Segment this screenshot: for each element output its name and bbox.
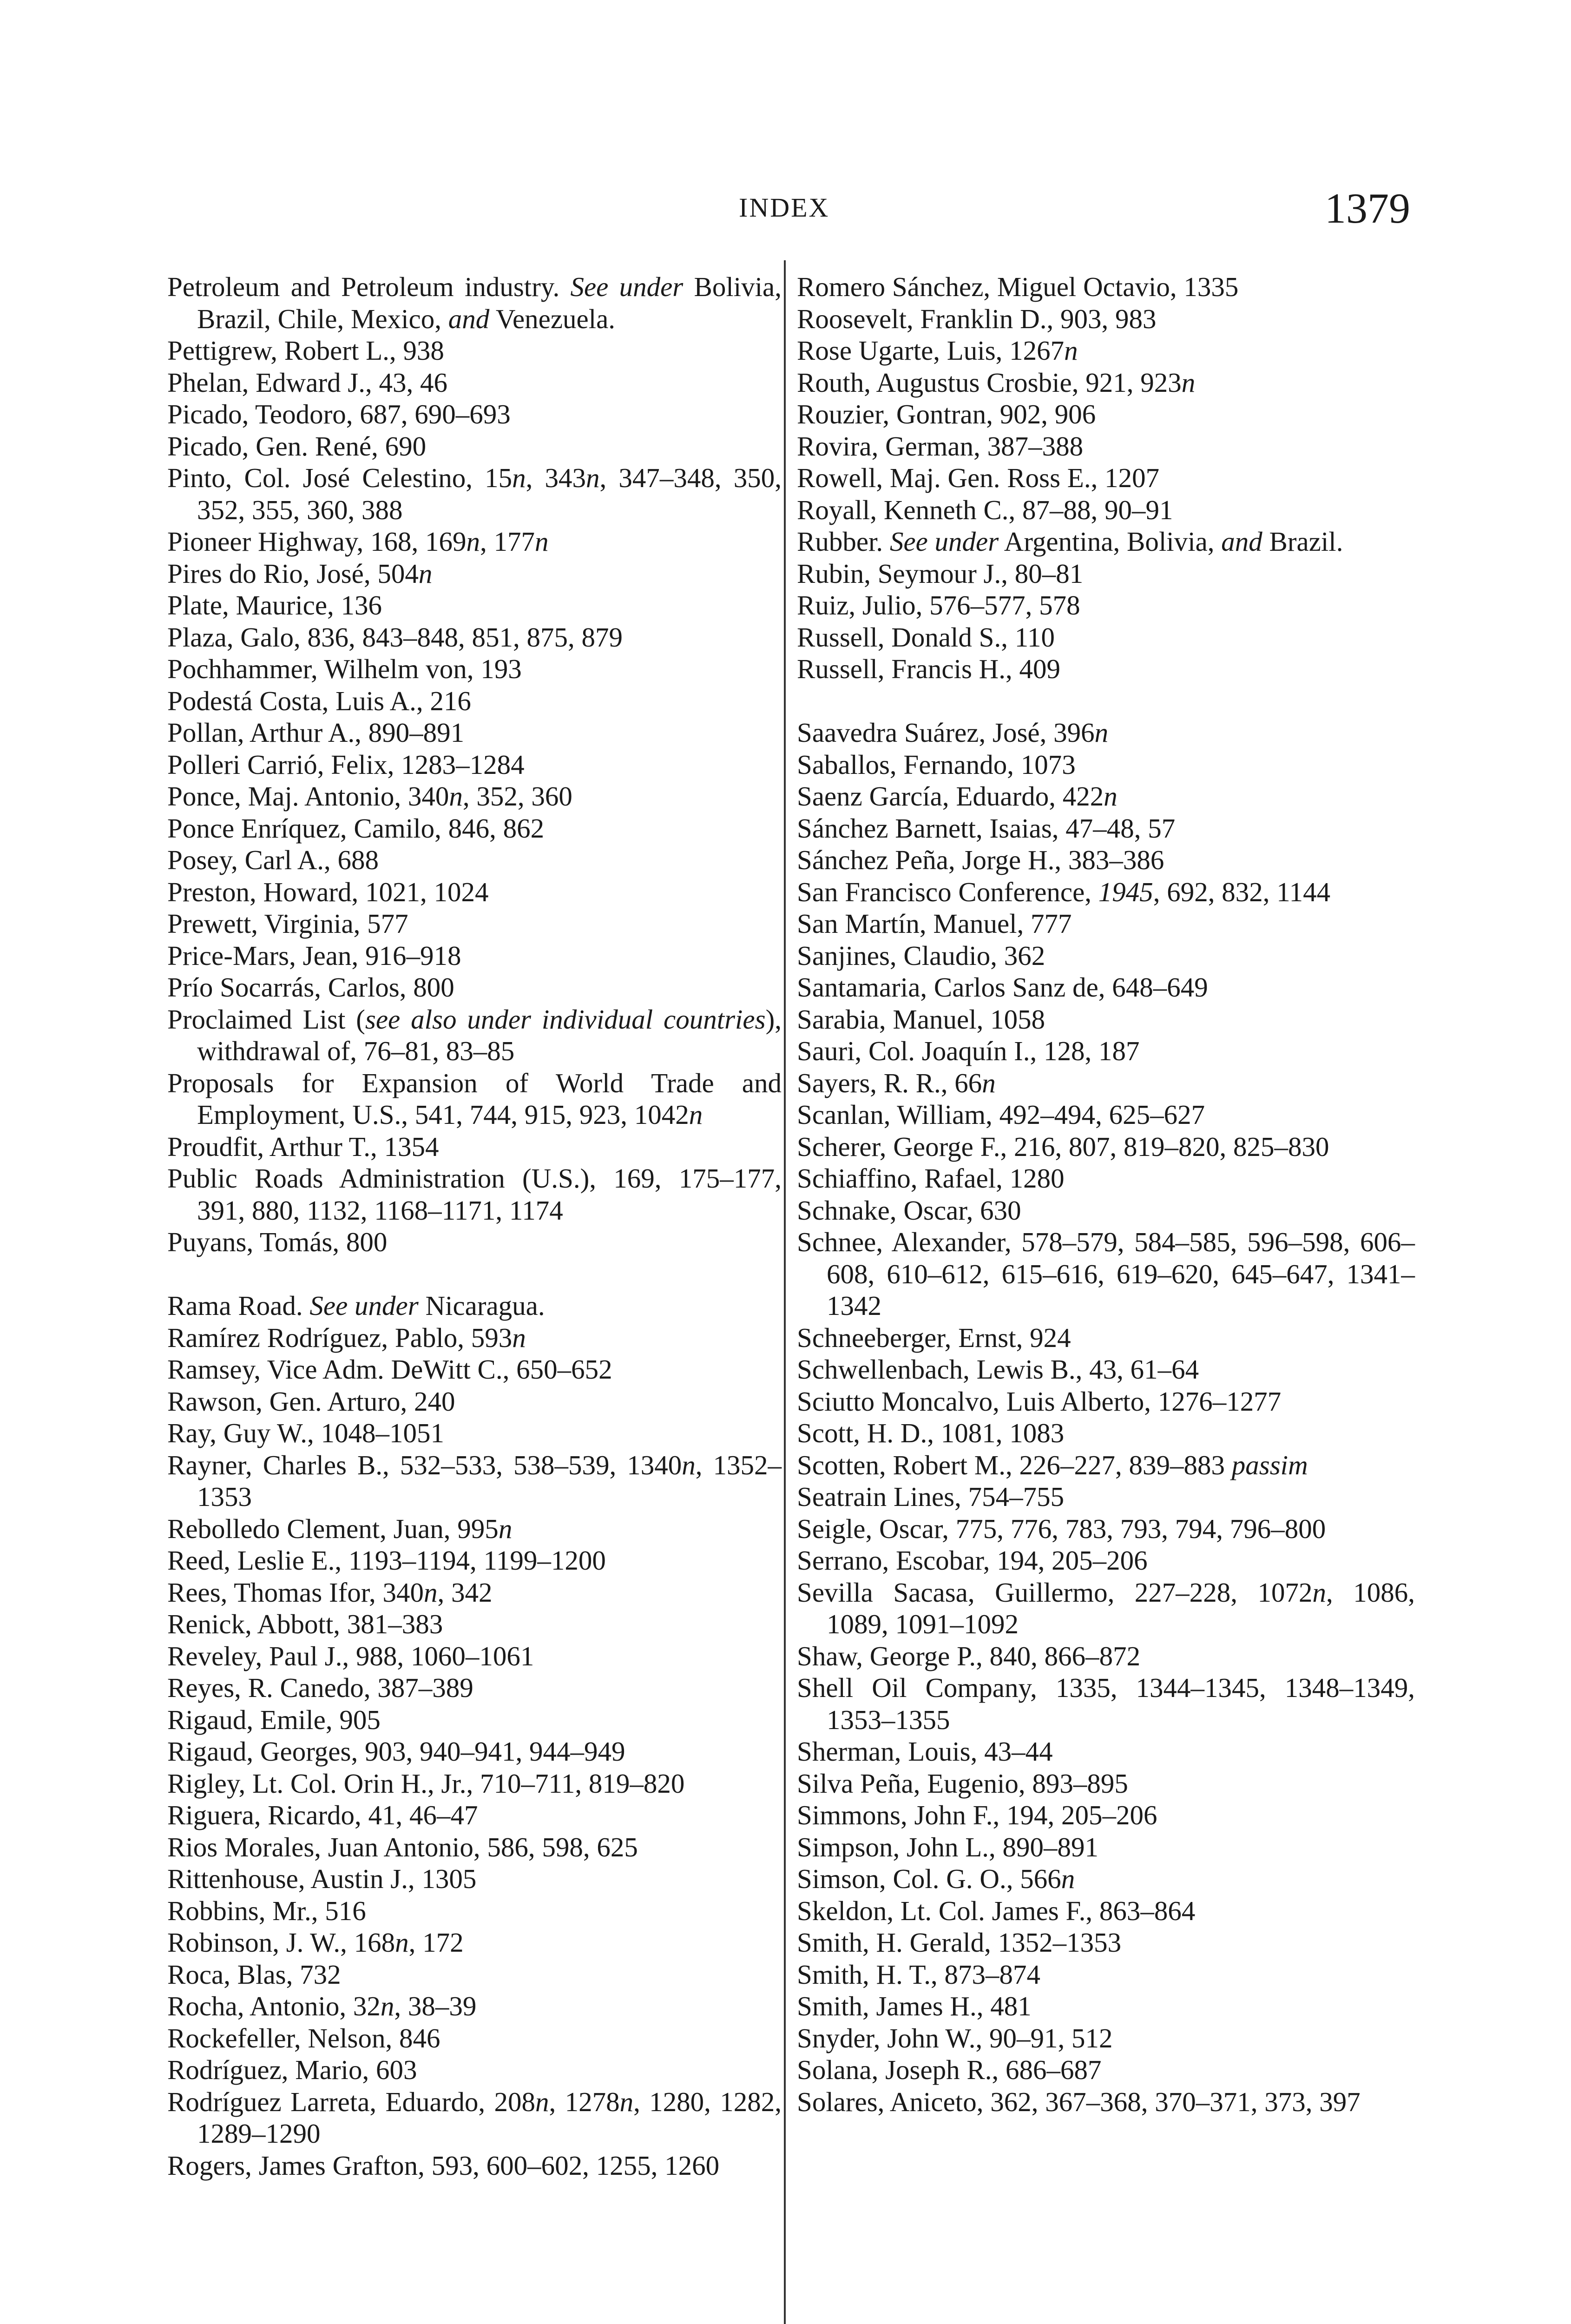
index-entry: Serrano, Escobar, 194, 205–206 [797, 1545, 1148, 1576]
index-entry: Russell, Francis H., 409 [797, 654, 1061, 684]
index-entry: Rowell, Maj. Gen. Ross E., 1207 [797, 462, 1160, 493]
index-entry: Rovira, German, 387–388 [797, 430, 1084, 462]
index-entry: Schneeberger, Ernst, 924 [797, 1322, 1071, 1353]
index-entry: Pettigrew, Robert L., 938 [167, 335, 444, 366]
index-entry: Ramsey, Vice Adm. DeWitt C., 650–652 [167, 1354, 612, 1385]
index-entry: Rose Ugarte, Luis, 1267n [797, 335, 1078, 366]
index-entry: Sherman, Louis, 43–44 [797, 1736, 1053, 1767]
index-entry: Rocha, Antonio, 32n, 38–39 [167, 1991, 477, 2021]
index-entry: Rios Morales, Juan Antonio, 586, 598, 625 [167, 1831, 638, 1862]
index-entry: Polleri Carrió, Felix, 1283–1284 [167, 749, 525, 780]
index-entry: San Martín, Manuel, 777 [797, 908, 1072, 939]
index-entry: Seigle, Oscar, 775, 776, 783, 793, 794, 796–800 [797, 1513, 1326, 1544]
index-entry: Riguera, Ricardo, 41, 46–47 [167, 1800, 478, 1830]
page-number: 1379 [1325, 185, 1410, 232]
index-entry: Smith, H. Gerald, 1352–1353 [797, 1927, 1122, 1958]
index-entry: Routh, Augustus Crosbie, 921, 923n [797, 367, 1196, 398]
index-entry: Sevilla Sacasa, Guillermo, 227–228, 1072n, 1086, 1089, 1091–1092 [797, 1577, 1415, 1639]
index-entry: Sauri, Col. Joaquín I., 128, 187 [797, 1036, 1140, 1066]
index-entry: Scherer, George F., 216, 807, 819–820, 825–830 [797, 1131, 1329, 1162]
index-entry: Reveley, Paul J., 988, 1060–1061 [167, 1640, 534, 1671]
index-entry: Pochhammer, Wilhelm von, 193 [167, 654, 522, 684]
index-entry: Proclaimed List (see also under individual countries), withdrawal of, 76–81, 83–85 [167, 1004, 782, 1066]
index-entry: Picado, Teodoro, 687, 690–693 [167, 399, 511, 429]
running-head [0, 184, 1571, 235]
index-entry: Rubber. See under Argentina, Bolivia, and Brazil. [797, 526, 1343, 557]
index-entry: Proposals for Expansion of World Trade and Employment, U.S., 541, 744, 915, 923, 1042n [167, 1067, 782, 1130]
index-entry: Podestá Costa, Luis A., 216 [167, 685, 471, 716]
index-entry: Schnee, Alexander, 578–579, 584–585, 596–598, 606–608, 610–612, 615–616, 619–620, 645–647, 1341–1342 [797, 1227, 1415, 1321]
index-entry: Royall, Kenneth C., 87–88, 90–91 [797, 494, 1173, 525]
index-entry: Solana, Joseph R., 686–687 [797, 2054, 1102, 2085]
index-entry: Plaza, Galo, 836, 843–848, 851, 875, 879 [167, 621, 623, 653]
index-entry: Sánchez Peña, Jorge H., 383–386 [797, 845, 1164, 875]
index-entry: Rebolledo Clement, Juan, 995n [167, 1513, 513, 1544]
index-entry: Rees, Thomas Ifor, 340n, 342 [167, 1577, 493, 1608]
index-entry: Pollan, Arthur A., 890–891 [167, 717, 465, 748]
index-entry: Petroleum and Petroleum industry. See under Bolivia, Brazil, Chile, Mexico, and Venezuela. [167, 271, 782, 334]
index-entry: Phelan, Edward J., 43, 46 [167, 367, 448, 398]
index-entry: Rama Road. See under Nicaragua. [167, 1290, 545, 1321]
index-entry: Renick, Abbott, 381–383 [167, 1609, 443, 1639]
index-entry: Smith, James H., 481 [797, 1991, 1032, 2021]
index-entry: Sarabia, Manuel, 1058 [797, 1004, 1045, 1035]
index-entry: Rigaud, Georges, 903, 940–941, 944–949 [167, 1736, 625, 1767]
index-entry: Silva Peña, Eugenio, 893–895 [797, 1768, 1128, 1799]
index-entry: Ramírez Rodríguez, Pablo, 593n [167, 1322, 526, 1353]
index-entry: Rawson, Gen. Arturo, 240 [167, 1386, 455, 1417]
index-entry: Price-Mars, Jean, 916–918 [167, 940, 461, 971]
index-entry: Reed, Leslie E., 1193–1194, 1199–1200 [167, 1545, 606, 1576]
index-entry: Skeldon, Lt. Col. James F., 863–864 [797, 1895, 1196, 1926]
index-entry: Simpson, John L., 890–891 [797, 1831, 1099, 1862]
index-entry: Sanjines, Claudio, 362 [797, 940, 1045, 971]
index-entry: Public Roads Administration (U.S.), 169, 175–177, 391, 880, 1132, 1168–1171, 1174 [167, 1163, 782, 1226]
index-entry: Rockefeller, Nelson, 846 [167, 2022, 440, 2053]
index-column-left [167, 271, 782, 2181]
index-entry: Scott, H. D., 1081, 1083 [797, 1418, 1065, 1448]
index-entry: Robbins, Mr., 516 [167, 1895, 366, 1926]
index-entry: Pires do Rio, José, 504n [167, 558, 433, 589]
index-entry: Rubin, Seymour J., 80–81 [797, 558, 1084, 589]
index-entry: Sciutto Moncalvo, Luis Alberto, 1276–1277 [797, 1386, 1282, 1417]
index-entry: Saballos, Fernando, 1073 [797, 749, 1076, 780]
index-entry: Pioneer Highway, 168, 169n, 177n [167, 526, 549, 557]
index-entry: San Francisco Conference, 1945, 692, 832, 1144 [797, 876, 1331, 907]
index-column-right [797, 271, 1415, 2118]
index-entry: Rayner, Charles B., 532–533, 538–539, 1340n, 1352–1353 [167, 1449, 782, 1512]
index-entry: Russell, Donald S., 110 [797, 621, 1055, 653]
index-entry: Rouzier, Gontran, 902, 906 [797, 399, 1096, 429]
column-divider [784, 260, 786, 2324]
index-entry: Scanlan, William, 492–494, 625–627 [797, 1099, 1205, 1130]
index-entry: Rigley, Lt. Col. Orin H., Jr., 710–711, 819–820 [167, 1768, 685, 1799]
index-entry: Rogers, James Grafton, 593, 600–602, 1255, 1260 [167, 2150, 720, 2181]
index-entry: Snyder, John W., 90–91, 512 [797, 2022, 1113, 2053]
index-entry: Robinson, J. W., 168n, 172 [167, 1927, 464, 1958]
index-entry: Ponce, Maj. Antonio, 340n, 352, 360 [167, 781, 572, 812]
index-entry: Ruiz, Julio, 576–577, 578 [797, 590, 1080, 621]
index-entry: Shell Oil Company, 1335, 1344–1345, 1348–1349, 1353–1355 [797, 1672, 1415, 1735]
index-entry: Schnake, Oscar, 630 [797, 1195, 1021, 1226]
index-entry: Ponce Enríquez, Camilo, 846, 862 [167, 812, 545, 844]
index-entry: Puyans, Tomás, 800 [167, 1227, 388, 1257]
index-entry: Proudfit, Arthur T., 1354 [167, 1131, 439, 1162]
index-entry: Simmons, John F., 194, 205–206 [797, 1800, 1157, 1830]
index-entry: Schiaffino, Rafael, 1280 [797, 1163, 1065, 1194]
index-entry: Prewett, Virginia, 577 [167, 908, 408, 939]
index-entry: Romero Sánchez, Miguel Octavio, 1335 [797, 271, 1239, 302]
index-entry: Santamaria, Carlos Sanz de, 648–649 [797, 972, 1208, 1003]
index-entry: Roca, Blas, 732 [167, 1959, 341, 1990]
index-entry: Sayers, R. R., 66n [797, 1067, 996, 1098]
index-entry: Preston, Howard, 1021, 1024 [167, 876, 489, 907]
index-entry: Ray, Guy W., 1048–1051 [167, 1418, 445, 1448]
index-entry: Plate, Maurice, 136 [167, 590, 382, 621]
index-entry: Simson, Col. G. O., 566n [797, 1863, 1075, 1894]
index-entry: Pinto, Col. José Celestino, 15n, 343n, 347–348, 350, 352, 355, 360, 388 [167, 462, 782, 525]
section-gap [167, 1258, 782, 1290]
index-entry: Picado, Gen. René, 690 [167, 430, 427, 462]
index-entry: Smith, H. T., 873–874 [797, 1959, 1040, 1990]
index-entry: Prío Socarrás, Carlos, 800 [167, 972, 454, 1003]
index-entry: Roosevelt, Franklin D., 903, 983 [797, 303, 1157, 334]
index-entry: Saavedra Suárez, José, 396n [797, 717, 1109, 748]
index-entry: Reyes, R. Canedo, 387–389 [167, 1672, 473, 1703]
index-entry: Shaw, George P., 840, 866–872 [797, 1640, 1141, 1671]
index-entry: Rittenhouse, Austin J., 1305 [167, 1863, 477, 1894]
index-entry: Scotten, Robert M., 226–227, 839–883 passim [797, 1449, 1308, 1480]
index-entry: Rodríguez, Mario, 603 [167, 2054, 417, 2085]
index-entry: Saenz García, Eduardo, 422n [797, 781, 1117, 812]
index-entry: Rodríguez Larreta, Eduardo, 208n, 1278n, 1280, 1282, 1289–1290 [167, 2086, 782, 2149]
page-title: INDEX [739, 192, 830, 223]
index-entry: Sánchez Barnett, Isaias, 47–48, 57 [797, 812, 1176, 844]
index-entry: Solares, Aniceto, 362, 367–368, 370–371, 373, 397 [797, 2086, 1361, 2117]
section-gap [797, 685, 1415, 717]
index-entry: Posey, Carl A., 688 [167, 845, 379, 875]
index-entry: Rigaud, Emile, 905 [167, 1704, 381, 1735]
index-entry: Seatrain Lines, 754–755 [797, 1481, 1065, 1512]
index-entry: Schwellenbach, Lewis B., 43, 61–64 [797, 1354, 1199, 1385]
